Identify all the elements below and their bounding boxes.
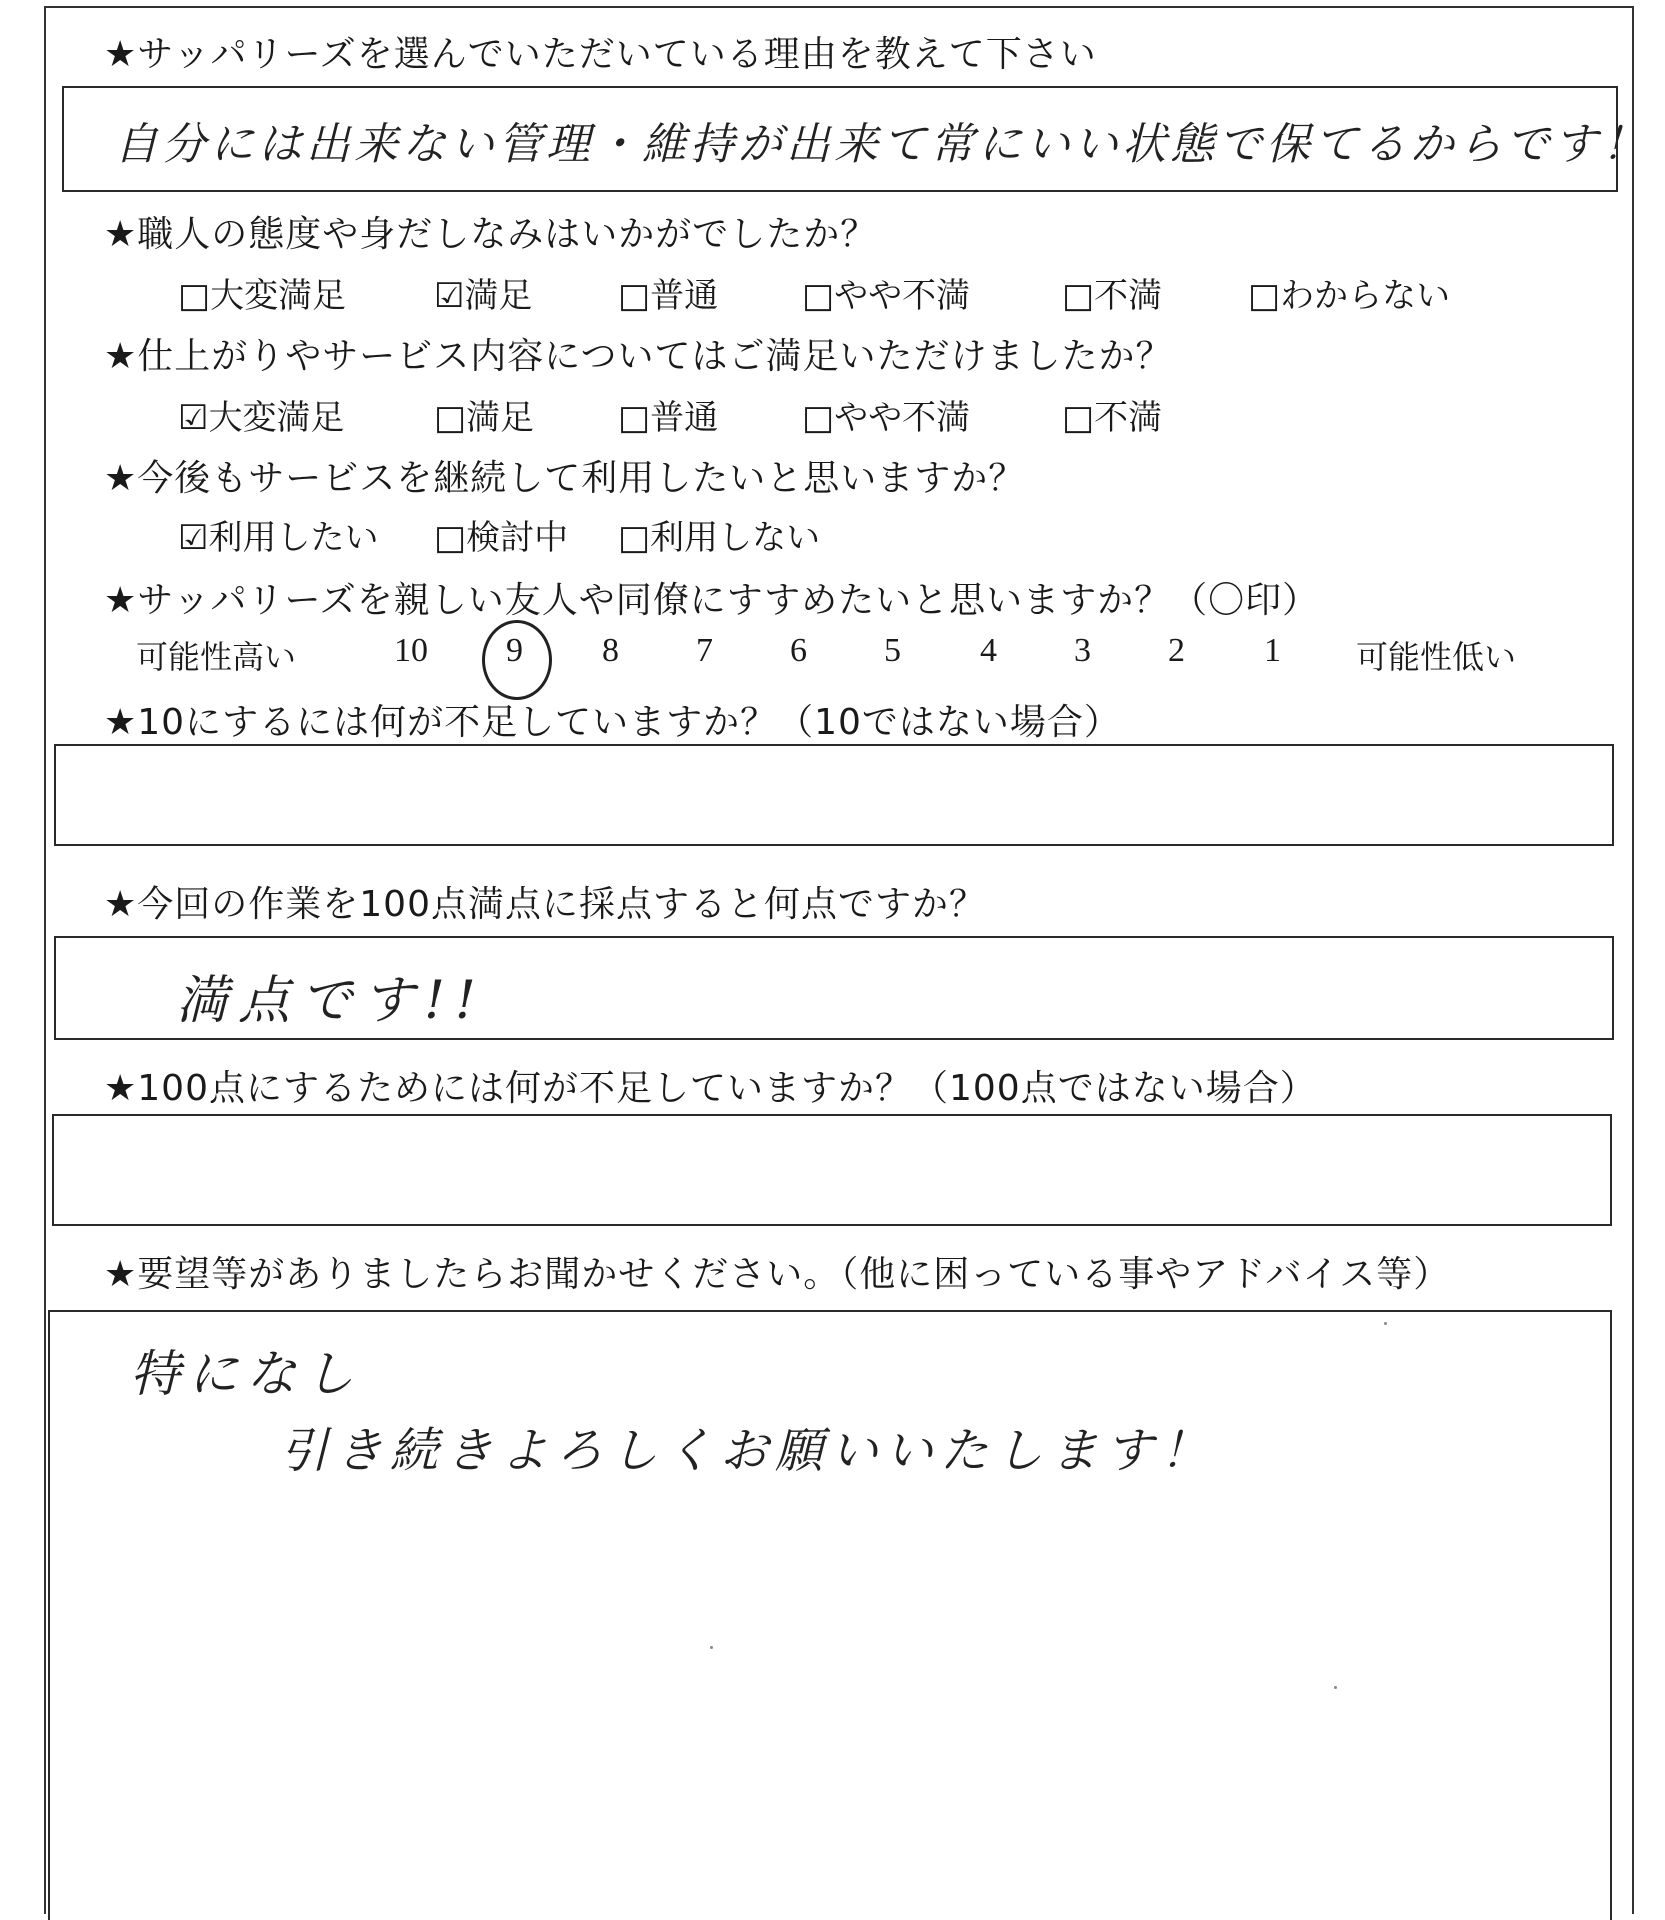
answer-box-score[interactable] — [54, 936, 1614, 1040]
option-unknown[interactable]: □わからない — [1248, 276, 1451, 316]
option-satisfied[interactable]: □満足 — [434, 398, 535, 438]
question-continue-use: ★今後もサービスを継続して利用したいと思いますか？ — [104, 458, 1026, 499]
answer-box-missing-for-100[interactable] — [52, 1114, 1612, 1226]
question-requests: ★要望等がありましたらお聞かせください。（他に困っている事やアドバイス等） — [104, 1254, 1451, 1295]
scale-5[interactable]: 5 — [884, 632, 901, 669]
option-normal[interactable]: □普通 — [618, 276, 719, 316]
answer-box-requests[interactable] — [48, 1310, 1612, 1920]
option-will-not-use[interactable]: □利用しない — [618, 518, 821, 558]
answer-requests-line2: 引き続きよろしくお願いいたします！ — [280, 1423, 1216, 1479]
answer-score: 満点です!! — [176, 971, 486, 1031]
scale-3[interactable]: 3 — [1074, 632, 1091, 669]
scale-8[interactable]: 8 — [602, 632, 619, 669]
option-slightly-dissatisfied[interactable]: □やや不満 — [802, 276, 971, 316]
answer-box-missing-for-10[interactable] — [54, 744, 1614, 846]
answer-requests-line1: 特になし — [130, 1345, 362, 1403]
scale-low-label: 可能性低い — [1356, 638, 1517, 676]
option-dissatisfied[interactable]: □不満 — [1062, 398, 1163, 438]
option-normal[interactable]: □普通 — [618, 398, 719, 438]
scan-speck — [710, 1646, 713, 1649]
option-satisfied[interactable]: ☑満足 — [434, 276, 533, 316]
scale-7[interactable]: 7 — [696, 632, 713, 669]
option-slightly-dissatisfied[interactable]: □やや不満 — [802, 398, 971, 438]
scale-6[interactable]: 6 — [790, 632, 807, 669]
scan-speck — [1384, 1322, 1387, 1325]
option-very-satisfied[interactable]: ☑大変満足 — [178, 398, 345, 438]
option-considering[interactable]: □検討中 — [434, 518, 569, 558]
scale-10[interactable]: 10 — [394, 632, 428, 669]
scale-1[interactable]: 1 — [1264, 632, 1281, 669]
question-staff-attitude: ★職人の態度や身だしなみはいかがでしたか？ — [104, 214, 878, 255]
question-missing-for-100: ★100点にするためには何が不足していますか？（100点ではない場合） — [104, 1068, 1317, 1109]
answer-box-reason[interactable] — [62, 86, 1650, 192]
question-recommend: ★サッパリーズを親しい友人や同僚にすすめたいと思いますか？（〇印） — [104, 580, 1320, 621]
scan-speck — [1334, 1686, 1337, 1689]
scale-9[interactable]: 9 — [506, 632, 523, 669]
question-score: ★今回の作業を100点満点に採点すると何点ですか？ — [104, 884, 986, 925]
answer-reason: 自分には出来ない管理・維持が出来て常にいい状態で保てるからです！ — [114, 119, 1650, 170]
option-will-use[interactable]: ☑利用したい — [178, 518, 379, 558]
question-missing-for-10: ★10にするには何が不足していますか？（10ではない場合） — [104, 702, 1121, 743]
scale-2[interactable]: 2 — [1168, 632, 1185, 669]
scale-4[interactable]: 4 — [980, 632, 997, 669]
scale-high-label: 可能性高い — [136, 638, 297, 676]
selected-score-circle — [482, 620, 552, 700]
question-reason: ★サッパリーズを選んでいただいている理由を教えて下さい — [104, 34, 1097, 75]
option-dissatisfied[interactable]: □不満 — [1062, 276, 1163, 316]
question-service-quality: ★仕上がりやサービス内容についてはご満足いただけましたか？ — [104, 336, 1173, 377]
option-very-satisfied[interactable]: □大変満足 — [178, 276, 347, 316]
